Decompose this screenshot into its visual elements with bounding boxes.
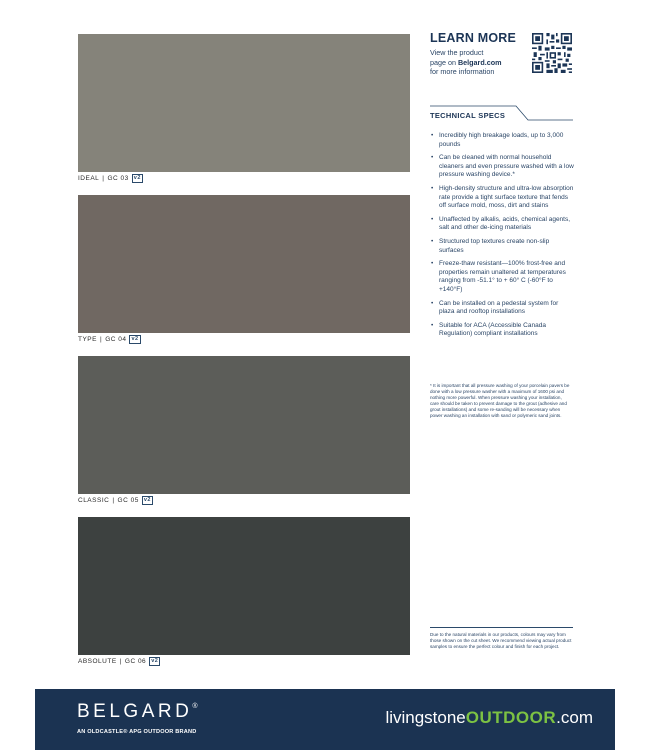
swatch-label-classic: CLASSIC | GC 05 v2 [78, 497, 151, 504]
list-item: • Can be cleaned with normal household cleaners and even pressure washed with a low pressure washing device.* [430, 154, 575, 180]
version-badge: v2 [133, 175, 141, 181]
swatch-name: IDEAL [78, 175, 100, 182]
swatch-image-absolute [78, 517, 410, 655]
swatch-name: ABSOLUTE [78, 658, 117, 665]
swatch-image-classic [78, 356, 410, 494]
list-item: • Suitable for ACA (Accessible Canada Regulation) compliant installations [430, 322, 575, 339]
footer-bar [35, 689, 615, 750]
learn-more-block [430, 31, 530, 77]
version-badge: v2 [131, 336, 139, 342]
livingstone-outdoor-link[interactable]: livingstoneOUTDOOR.com [385, 708, 593, 727]
swatch-label-type: TYPE | GC 04 v2 [78, 336, 139, 343]
swatch-label-absolute: ABSOLUTE | GC 06 v2 [78, 658, 159, 665]
swatch-name: CLASSIC [78, 497, 110, 504]
divider [430, 627, 573, 628]
belgard-link[interactable]: Belgard.com [457, 57, 502, 67]
technical-specs-heading: TECHNICAL SPECS [430, 105, 573, 122]
list-item: • Freeze-thaw resistant—100% frost-free and properties remain unaltered at temperatures ranging from -51.1° to + 60° C (-60°F to +140°F) [430, 260, 575, 294]
swatch-code: GC 03 [107, 175, 129, 182]
swatch-image-type [78, 195, 410, 333]
swatch-code: GC 06 [124, 658, 147, 665]
version-badge: v2 [143, 497, 151, 503]
learn-more-title: LEARN MORE [430, 31, 517, 45]
swatch-code: GC 05 [117, 497, 139, 504]
swatch-label-ideal: IDEAL | GC 03 v2 [78, 175, 141, 182]
list-item: • Structured top textures create non-slip surfaces [430, 238, 575, 255]
list-item: • Unaffected by alkalis, acids, chemical agents, salt and other de-icing materials [430, 216, 575, 233]
swatch-image-ideal [78, 34, 410, 172]
belgard-logo[interactable]: BELGARD® [77, 701, 198, 722]
learn-more-text: View the product page on Belgard.com for more information [430, 48, 502, 76]
pressure-washing-footnote: * It is important that all pressure washing of your porcelain pavers be done with a low pressure washer with a maximum of 1600 psi and nothing more powerful. When pressure washing your installation, care should be taken to prevent damage to the grout (adhesive and grout installations) and some re-sanding will be necessary when power washing an installation with sand or polymeric sand joints. [430, 383, 570, 419]
swatch-name: TYPE [78, 336, 97, 343]
version-badge: v2 [151, 658, 159, 664]
list-item: • Can be installed on a pedestal system for plaza and rooftop installations [430, 300, 575, 317]
swatch-code: GC 04 [105, 336, 127, 343]
brand-tagline: AN OLDCASTLE® APG OUTDOOR BRAND [77, 729, 197, 735]
list-item: • Incredibly high breakage loads, up to 3,000 pounds [430, 132, 575, 149]
qr-code-icon[interactable] [532, 33, 572, 73]
technical-specs-list [430, 132, 575, 344]
colour-disclaimer: Due to the natural materials in our products, colours may vary from those shown on the cut sheet. We recommend viewing actual product samples to ensure the perfect colour and finish for each project. [430, 632, 572, 650]
list-item: • High-density structure and ultra-low absorption rate provide a tight surface texture that fends off surface mold, moss, dirt and stains [430, 185, 575, 211]
